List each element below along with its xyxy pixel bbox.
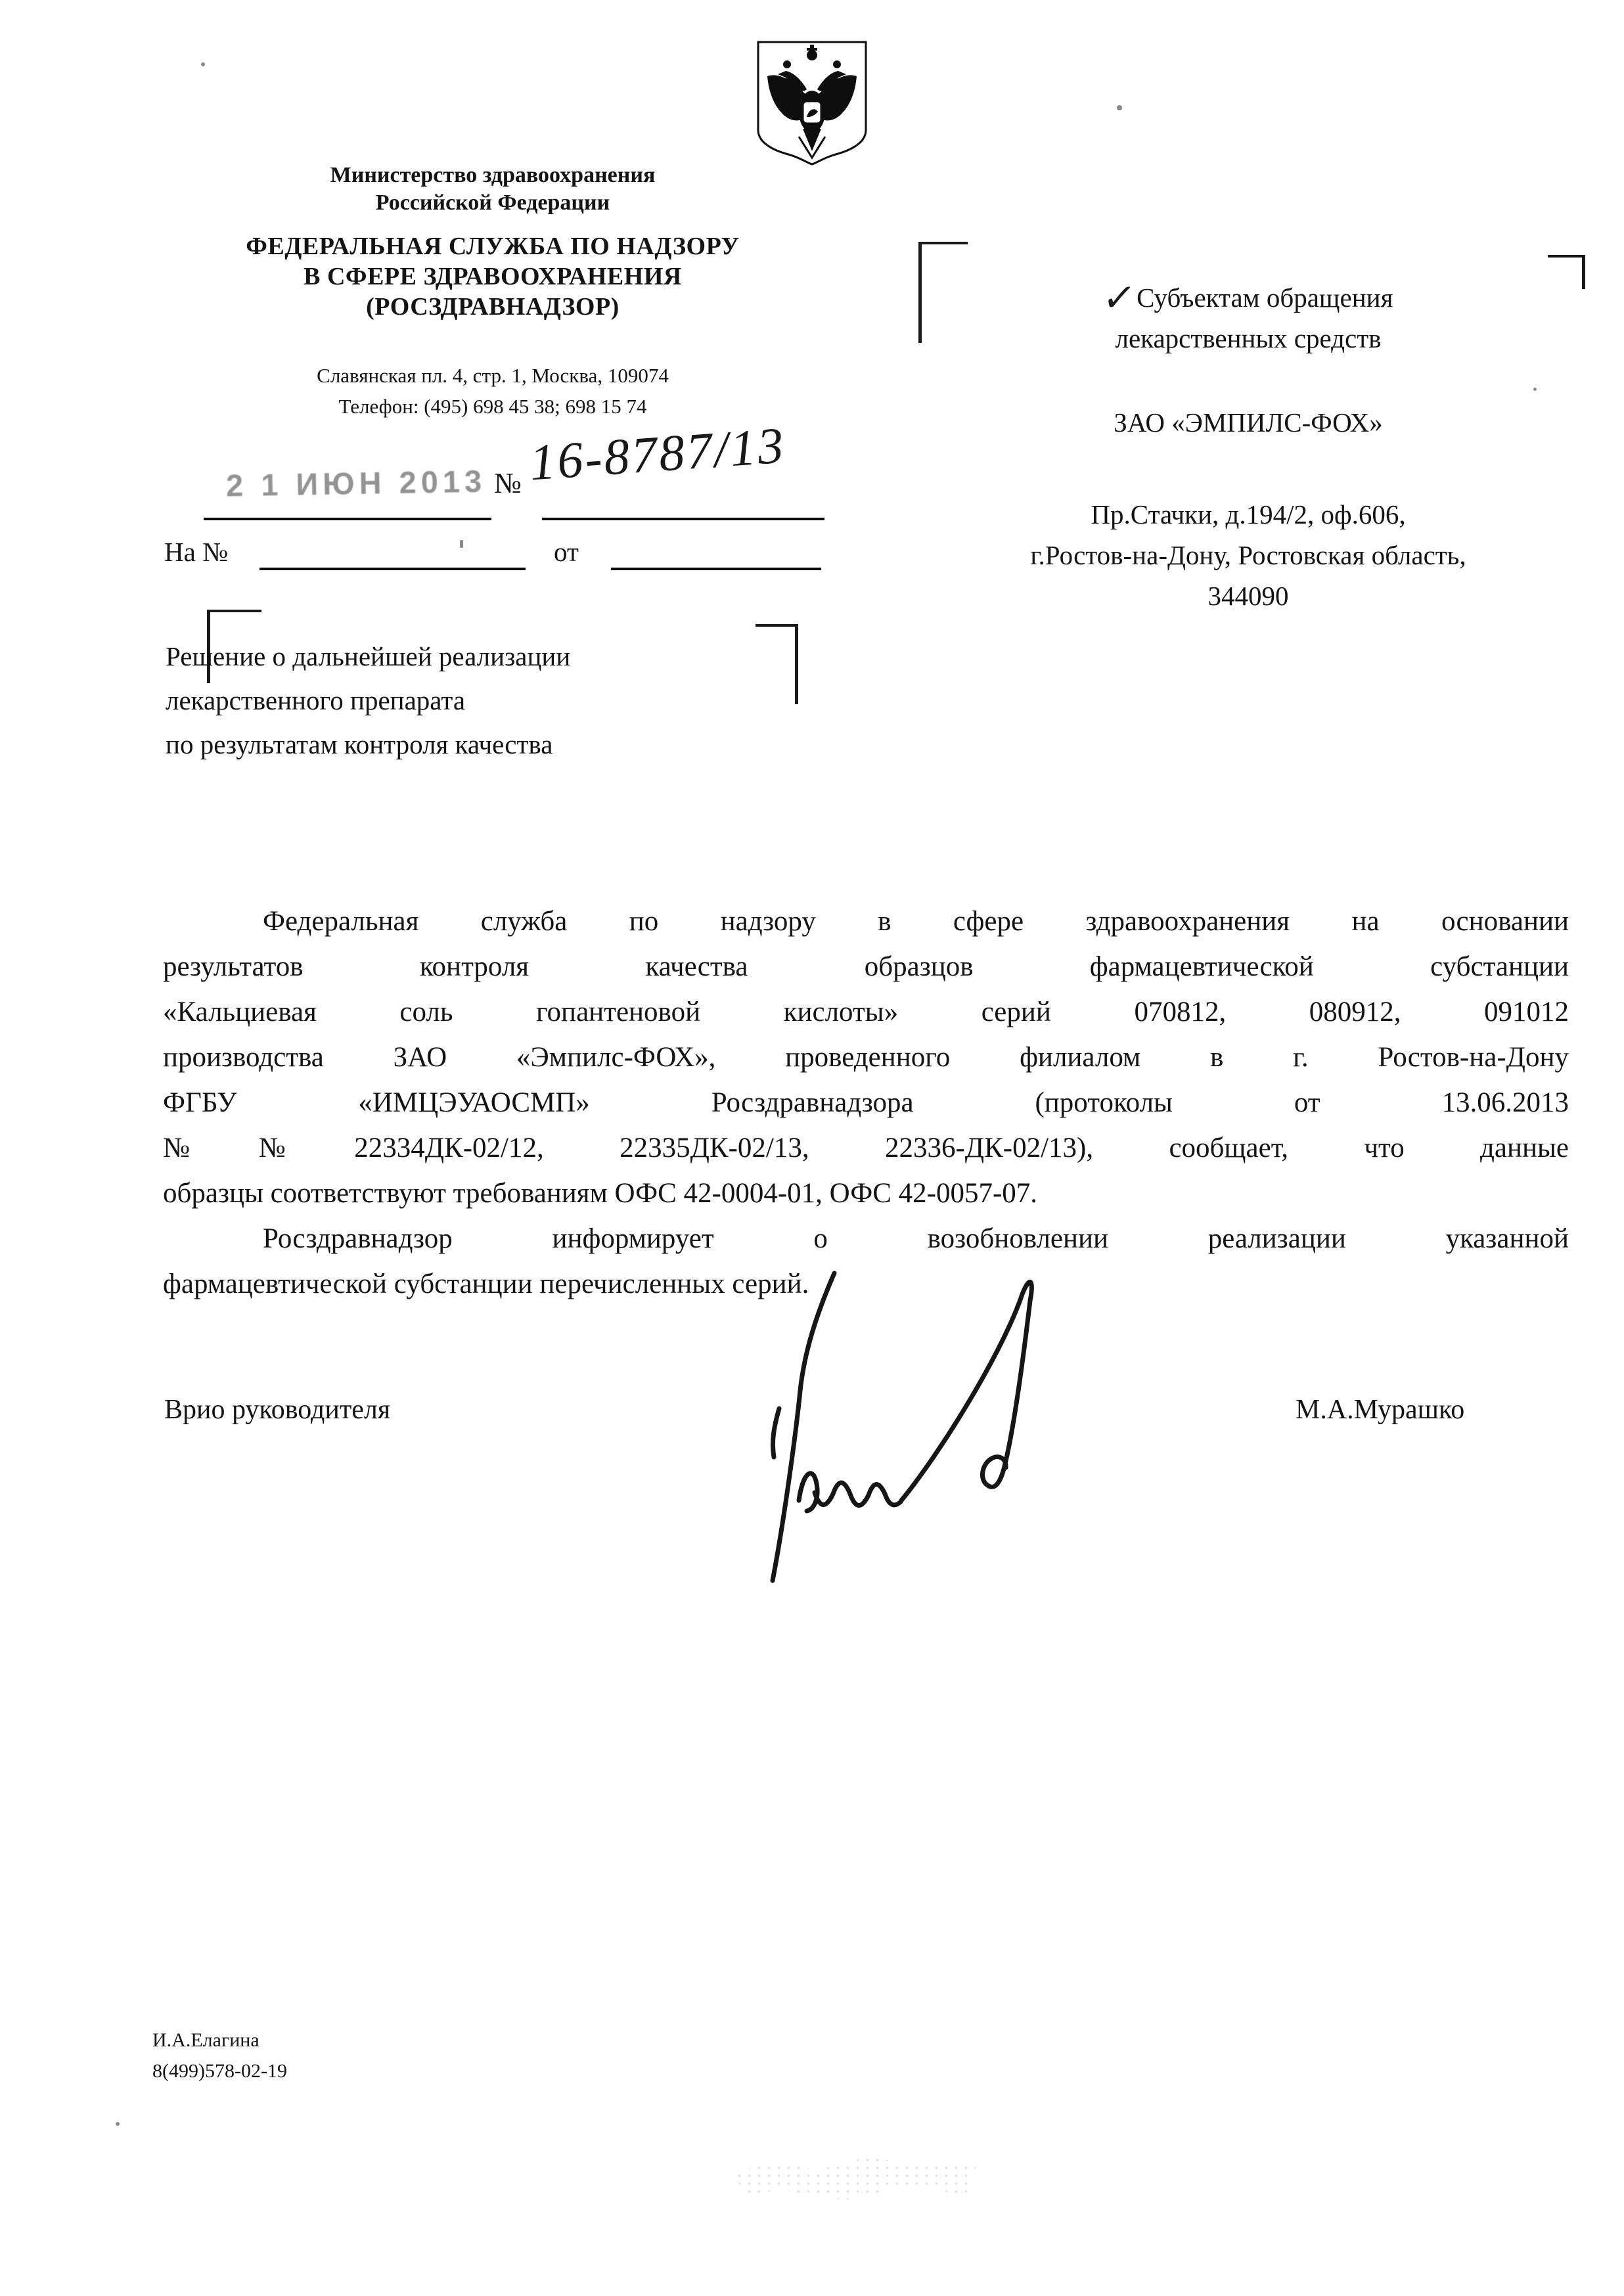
executor-name: И.А.Елагина bbox=[152, 2029, 259, 2051]
reply-to-number-label: На № bbox=[164, 537, 229, 567]
body-line: ФГБУ «ИМЦЭУАОСМП» Росздравнадзора (протоколы от 13.06.2013 bbox=[163, 1087, 1569, 1118]
body-line: Федеральная служба по надзору в сфере здравоохранения на основании bbox=[263, 906, 1569, 937]
executor-block bbox=[152, 2025, 287, 2086]
recipient-address-line1: Пр.Стачки, д.194/2, оф.606, bbox=[1091, 499, 1406, 529]
service-line3: (РОСЗДРАВНАДЗОР) bbox=[366, 293, 620, 321]
body-line: образцы соответствуют требованиям ОФС 42-0004-01, ОФС 42-0057-07. bbox=[163, 1178, 1038, 1209]
scan-speck bbox=[460, 540, 463, 548]
body-line: результатов контроля качества образцов фармацевтической субстанции bbox=[163, 951, 1569, 982]
reply-date-blank bbox=[611, 568, 821, 570]
recipient-block bbox=[920, 275, 1577, 616]
ministry-name bbox=[125, 162, 861, 217]
subject-line2: лекарственного препарата bbox=[166, 685, 466, 715]
spacer bbox=[920, 359, 1577, 402]
subject-line3: по результатам контроля качества bbox=[166, 729, 553, 759]
recipient-address-line2: г.Ростов-на-Дону, Ростовская область, bbox=[1030, 540, 1466, 570]
body-line: фармацевтической субстанции перечисленных серий. bbox=[163, 1269, 809, 1299]
letter-body bbox=[163, 899, 1569, 1307]
letterhead-phone: Телефон: (495) 698 45 38; 698 15 74 bbox=[338, 395, 647, 418]
service-line2: В СФЕРЕ ЗДРАВООХРАНЕНИЯ bbox=[304, 263, 682, 290]
letterhead-address: Славянская пл. 4, стр. 1, Москва, 109074 bbox=[317, 364, 669, 387]
recipient-company: ЗАО «ЭМПИЛС-ФОХ» bbox=[1114, 407, 1383, 438]
body-line: №№22334ДК-02/12, 22335ДК-02/13, 22336-ДК-02/13), сообщает, что данные bbox=[163, 1133, 1569, 1163]
subject-corner-mark-right bbox=[756, 624, 798, 704]
date-stamp: 2 1 ИЮН 2013 bbox=[225, 463, 487, 503]
date-underline bbox=[204, 518, 491, 520]
body-line: Росздравнадзор информирует о возобновлении реализации указанной bbox=[263, 1223, 1569, 1254]
reply-number-blank bbox=[259, 568, 526, 570]
spacer bbox=[920, 443, 1577, 494]
faded-stamp-residue bbox=[734, 2156, 978, 2211]
ministry-line1: Министерство здравоохранения bbox=[330, 163, 656, 187]
handwritten-outgoing-number: 16-8787/13 bbox=[528, 416, 788, 491]
coat-of-arms-icon bbox=[753, 38, 871, 170]
recipient-line1-text: Субъектам обращения bbox=[1137, 282, 1393, 313]
reply-from-label: от bbox=[554, 537, 579, 567]
ministry-line2: Российской Федерации bbox=[375, 191, 610, 215]
subject-line1: Решение о дальнейшей реализации bbox=[166, 641, 571, 671]
signer-name: М.А.Мурашко bbox=[1296, 1395, 1465, 1425]
recipient-line1 bbox=[920, 275, 1577, 318]
handwritten-signature bbox=[736, 1269, 1091, 1588]
recipient-line2: лекарственных средств bbox=[1115, 323, 1382, 353]
body-line: «Кальциевая соль гопантеновой кислоты» серий 070812, 080912, 091012 bbox=[163, 997, 1569, 1027]
body-line: производства ЗАО «Эмпилс-ФОХ», проведенного филиалом в г. Ростов-на-Дону bbox=[163, 1042, 1569, 1073]
number-underline bbox=[542, 518, 824, 520]
scan-speck bbox=[116, 2122, 120, 2126]
scan-speck bbox=[1117, 105, 1122, 110]
recipient-address-line3: 344090 bbox=[1207, 581, 1289, 611]
signer-position: Врио руководителя bbox=[164, 1395, 391, 1425]
executor-phone: 8(499)578-02-19 bbox=[152, 2060, 287, 2082]
scan-speck bbox=[201, 62, 205, 66]
service-line1: ФЕДЕРАЛЬНАЯ СЛУЖБА ПО НАДЗОРУ bbox=[246, 233, 740, 260]
subject-block bbox=[166, 635, 757, 767]
service-name bbox=[125, 231, 861, 322]
scan-speck bbox=[1533, 388, 1537, 391]
letterhead-contacts bbox=[125, 360, 861, 422]
number-sign: № bbox=[494, 467, 522, 499]
checkmark-icon: ✓ bbox=[1099, 275, 1139, 320]
